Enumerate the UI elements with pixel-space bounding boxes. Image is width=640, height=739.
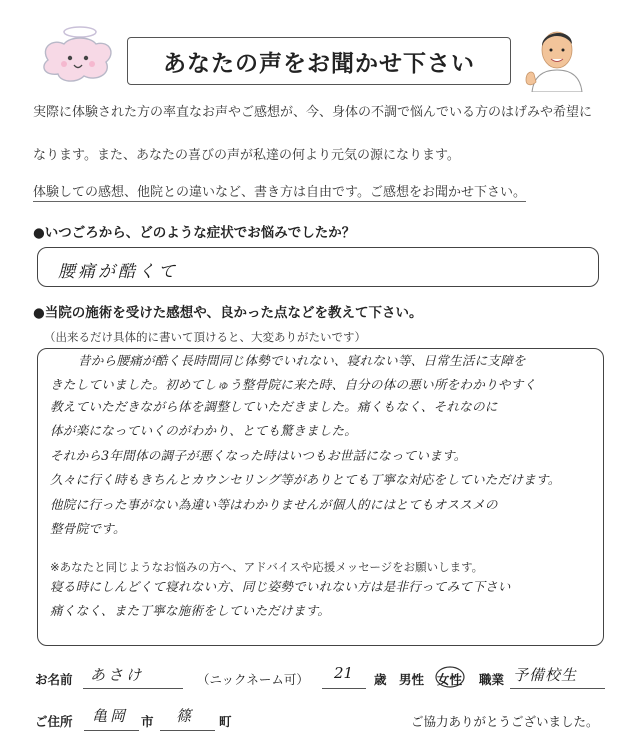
answer-line: それから3年間体の調子が悪くなった時はいつもお世話になっています。 xyxy=(50,448,467,463)
thanks-text: ご協力ありがとうございました。 xyxy=(411,714,599,729)
name-value: あさけ xyxy=(90,666,145,684)
intro-line-3: 体験しての感想、他院との違いなど、書き方は自由です。ご感想をお聞かせ下さい。 xyxy=(33,181,526,202)
mascot-eye-left xyxy=(68,56,72,60)
town-value: 篠 xyxy=(176,707,192,725)
intro-line-1: 実際に体験された方の率直なお声やご感想が、今、身体の不調で悩んでいる方のはげみや希望に xyxy=(33,105,593,120)
portrait-shirt xyxy=(532,70,582,92)
question-2-heading: ●当院の施術を受けた感想や、良かった点などを教えて下さい。 xyxy=(33,305,423,321)
portrait-thumb xyxy=(526,72,536,85)
doctor-portrait-illustration xyxy=(522,22,592,92)
answer-line: 教えていただきながら体を調整していただきました。痛くもなく、それなのに xyxy=(50,399,498,414)
question-1-answer: 腰痛が酷くて xyxy=(58,262,178,282)
answer-line: 整骨院です。 xyxy=(50,521,126,536)
answer-line: きたしていました。初めてしゅう整骨院に来た時、自分の体の悪い所をわかりやすく xyxy=(50,377,537,392)
answer-line: 久々に行く時もきちんとカウンセリング等がありとても丁寧な対応をしていただけます。 xyxy=(50,472,561,487)
mascot-illustration xyxy=(30,20,120,90)
mascot-body xyxy=(44,38,111,81)
name-underline xyxy=(83,688,183,689)
question-1-answer-box xyxy=(37,247,599,287)
address-label: ご住所 xyxy=(35,714,73,729)
occupation-underline xyxy=(510,688,605,689)
message-note: ※あなたと同じようなお悩みの方へ、アドバイスや応援メッセージをお願いします。 xyxy=(50,560,484,574)
portrait-eye-right xyxy=(562,49,565,52)
age-value: 21 xyxy=(334,664,354,682)
question-2-subnote: （出来るだけ具体的に書いて頂けると、大変ありがたいです） xyxy=(44,330,366,344)
question-2-answer-box xyxy=(37,348,604,646)
answer-line: 他院に行った事がない為違い等はわかりませんが個人的にはとてもオススメの xyxy=(50,497,498,512)
mascot-cheek-right xyxy=(89,61,95,67)
name-label: お名前 xyxy=(35,672,73,687)
town-underline xyxy=(160,730,215,731)
portrait-eye-left xyxy=(550,49,553,52)
page-title: あなたの声をお聞かせ下さい xyxy=(127,37,511,85)
question-1-heading: ●いつごろから、どのような症状でお悩みでしたか？ xyxy=(33,225,356,241)
mascot-eye-right xyxy=(84,56,88,60)
city-underline xyxy=(84,730,139,731)
prefecture-value: 亀岡 xyxy=(92,707,129,725)
intro-line-2: なります。また、あなたの喜びの声が私達の何より元気の源になります。 xyxy=(33,148,460,163)
female-selected-circle xyxy=(434,664,466,690)
message-line: 痛くなく、また丁寧な施術をしていただけます。 xyxy=(50,603,331,618)
mascot-halo xyxy=(64,27,96,37)
male-option: 男性 xyxy=(399,672,425,687)
answer-line: 昔から腰痛が酷く長時間同じ体勢でいれない、寝れない等、日常生活に支障を xyxy=(78,353,526,368)
nickname-note: （ニックネーム可） xyxy=(197,672,309,687)
message-line: 寝る時にしんどくて寝れない方、同じ姿勢でいれない方は是非行ってみて下さい xyxy=(50,579,511,594)
age-underline xyxy=(322,688,366,689)
female-option: 女性 xyxy=(437,672,463,687)
answer-line: 体が楽になっていくのがわかり、とても驚きました。 xyxy=(50,423,358,438)
occupation-value: 予備校生 xyxy=(513,666,578,684)
age-label: 歳 xyxy=(374,672,387,687)
occupation-label: 職業 xyxy=(479,672,505,687)
town-label: 町 xyxy=(219,714,232,729)
city-label: 市 xyxy=(141,714,154,729)
mascot-cheek-left xyxy=(61,61,67,67)
